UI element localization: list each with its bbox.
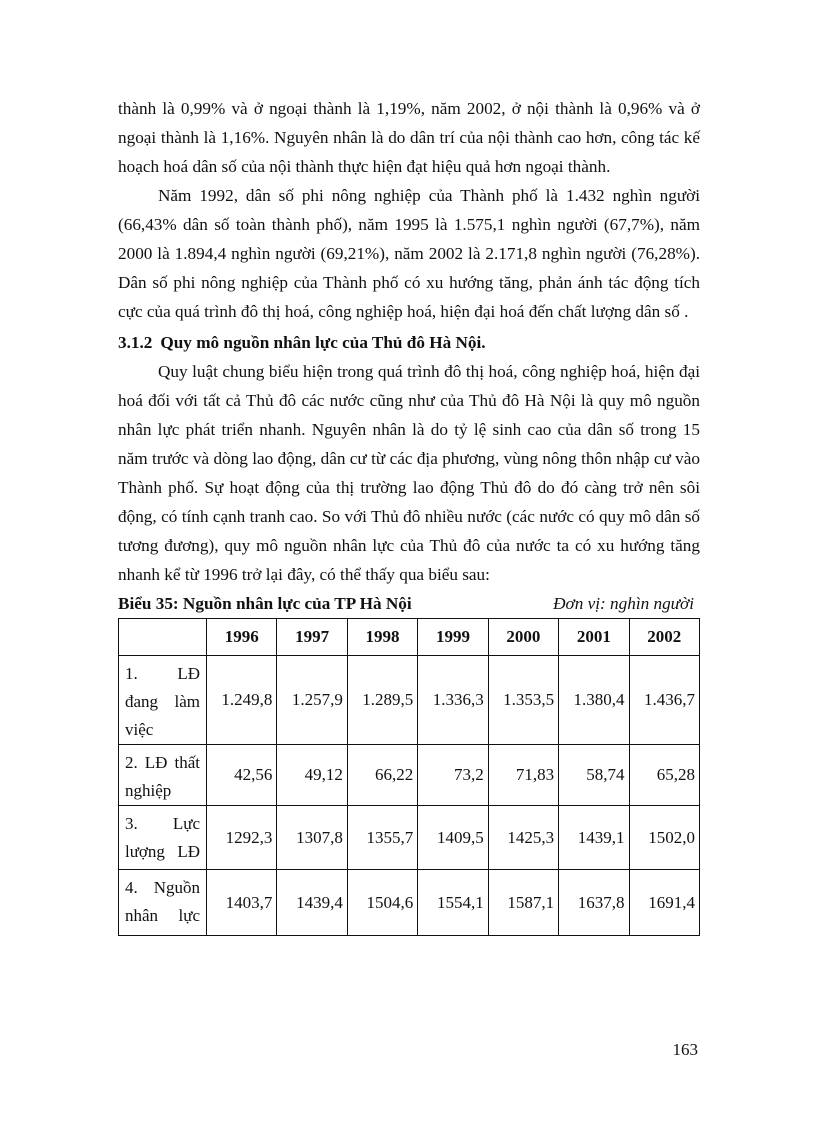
- table-cell: 1.289,5: [347, 656, 417, 745]
- table-header-cell: 2002: [629, 619, 699, 656]
- table-cell: 1425,3: [488, 806, 558, 870]
- table-header-row: [119, 619, 700, 656]
- table-cell: 1691,4: [629, 870, 699, 936]
- page-number: 163: [672, 1040, 698, 1059]
- table-cell: 71,83: [488, 745, 558, 806]
- table-cell: 42,56: [207, 745, 277, 806]
- table-cell: 1504,6: [347, 870, 417, 936]
- row-label: 3. Lực lượng LĐ: [119, 806, 207, 870]
- row-label: 4. Nguồn nhân lực: [119, 870, 207, 936]
- table-cell: 1403,7: [207, 870, 277, 936]
- table-cell: 1.380,4: [559, 656, 629, 745]
- table-header-cell: 2001: [559, 619, 629, 656]
- table-cell: 1.336,3: [418, 656, 488, 745]
- table-cell: 49,12: [277, 745, 347, 806]
- table-caption: [118, 590, 700, 618]
- table-title: Biểu 35: Nguồn nhân lực của TP Hà Nội: [118, 594, 412, 613]
- table-cell: 1502,0: [629, 806, 699, 870]
- section-number: 3.1.2: [118, 333, 153, 352]
- table-cell: 1.249,8: [207, 656, 277, 745]
- table-cell: 1637,8: [559, 870, 629, 936]
- table-row: [119, 656, 700, 745]
- paragraph-3: Quy luật chung biểu hiện trong quá trình đô thị hoá, công nghiệp hoá, hiện đại hoá đối với tất cả Thủ đô các nước cũng như của Thủ đô Hà Nội là quy mô nguồn nhân lực phát triển nhanh. Nguyên nhân là do tỷ lệ sinh cao của dân số trong 15 năm trước và dòng lao động, dân cư từ các địa phương, vùng nông thôn nhập cư vào Thành phố. Sự hoạt động của thị trường lao động Thủ đô do đó càng trở nên sôi động, có tính cạnh tranh cao. So với Thủ đô nhiều nước (các nước có quy mô dân số tương đương), quy mô nguồn nhân lực của Thủ đô của nước ta có xu hướng tăng nhanh kể từ 1996 trở lại đây, có thể thấy qua biểu sau:: [118, 362, 700, 584]
- table-row: [119, 806, 700, 870]
- table-cell: 1.436,7: [629, 656, 699, 745]
- table-header-cell: 1998: [347, 619, 417, 656]
- table-header-cell: [119, 619, 207, 656]
- table-cell: 65,28: [629, 745, 699, 806]
- table-cell: 1587,1: [488, 870, 558, 936]
- table-cell: 1307,8: [277, 806, 347, 870]
- table-cell: 1439,4: [277, 870, 347, 936]
- paragraph-1: thành là 0,99% và ở ngoại thành là 1,19%, năm 2002, ở nội thành là 0,96% và ở ngoại thành là 1,16%. Nguyên nhân là do dân trí của nội thành cao hơn, công tác kế hoạch hoá dân số của nội thành thực hiện đạt hiệu quả hơn ngoại thành.: [118, 99, 700, 176]
- table-header-cell: 2000: [488, 619, 558, 656]
- table-header-cell: 1999: [418, 619, 488, 656]
- paragraph-2: Năm 1992, dân số phi nông nghiệp của Thành phố là 1.432 nghìn người (66,43% dân số toàn thành phố), năm 1995 là 1.575,1 nghìn người (67,7%), năm 2000 là 1.894,4 nghìn người (69,21%), năm 2002 là 2.171,8 nghìn người (76,28%). Dân số phi nông nghiệp của Thành phố có xu hướng tăng, phản ánh tác động tích cực của quá trình đô thị hoá, công nghiệp hoá, hiện đại hoá đến chất lượng dân số .: [118, 186, 700, 321]
- table-cell: 1554,1: [418, 870, 488, 936]
- data-table: [118, 618, 700, 936]
- table-row: [119, 870, 700, 936]
- row-label: 1. LĐ đang làm việc: [119, 656, 207, 745]
- table-cell: 1409,5: [418, 806, 488, 870]
- table-header-cell: 1996: [207, 619, 277, 656]
- table-cell: 66,22: [347, 745, 417, 806]
- table-cell: 73,2: [418, 745, 488, 806]
- table-header-cell: 1997: [277, 619, 347, 656]
- section-heading: [118, 328, 700, 357]
- table-cell: 1355,7: [347, 806, 417, 870]
- table-cell: 1292,3: [207, 806, 277, 870]
- table-cell: 1.257,9: [277, 656, 347, 745]
- table-cell: 1439,1: [559, 806, 629, 870]
- table-cell: 58,74: [559, 745, 629, 806]
- table-row: [119, 745, 700, 806]
- section-title: Quy mô nguồn nhân lực của Thủ đô Hà Nội.: [160, 333, 486, 352]
- page-body: [118, 94, 700, 936]
- table-cell: 1.353,5: [488, 656, 558, 745]
- table-unit: Đơn vị: nghìn người: [553, 594, 694, 613]
- row-label: 2. LĐ thất nghiệp: [119, 745, 207, 806]
